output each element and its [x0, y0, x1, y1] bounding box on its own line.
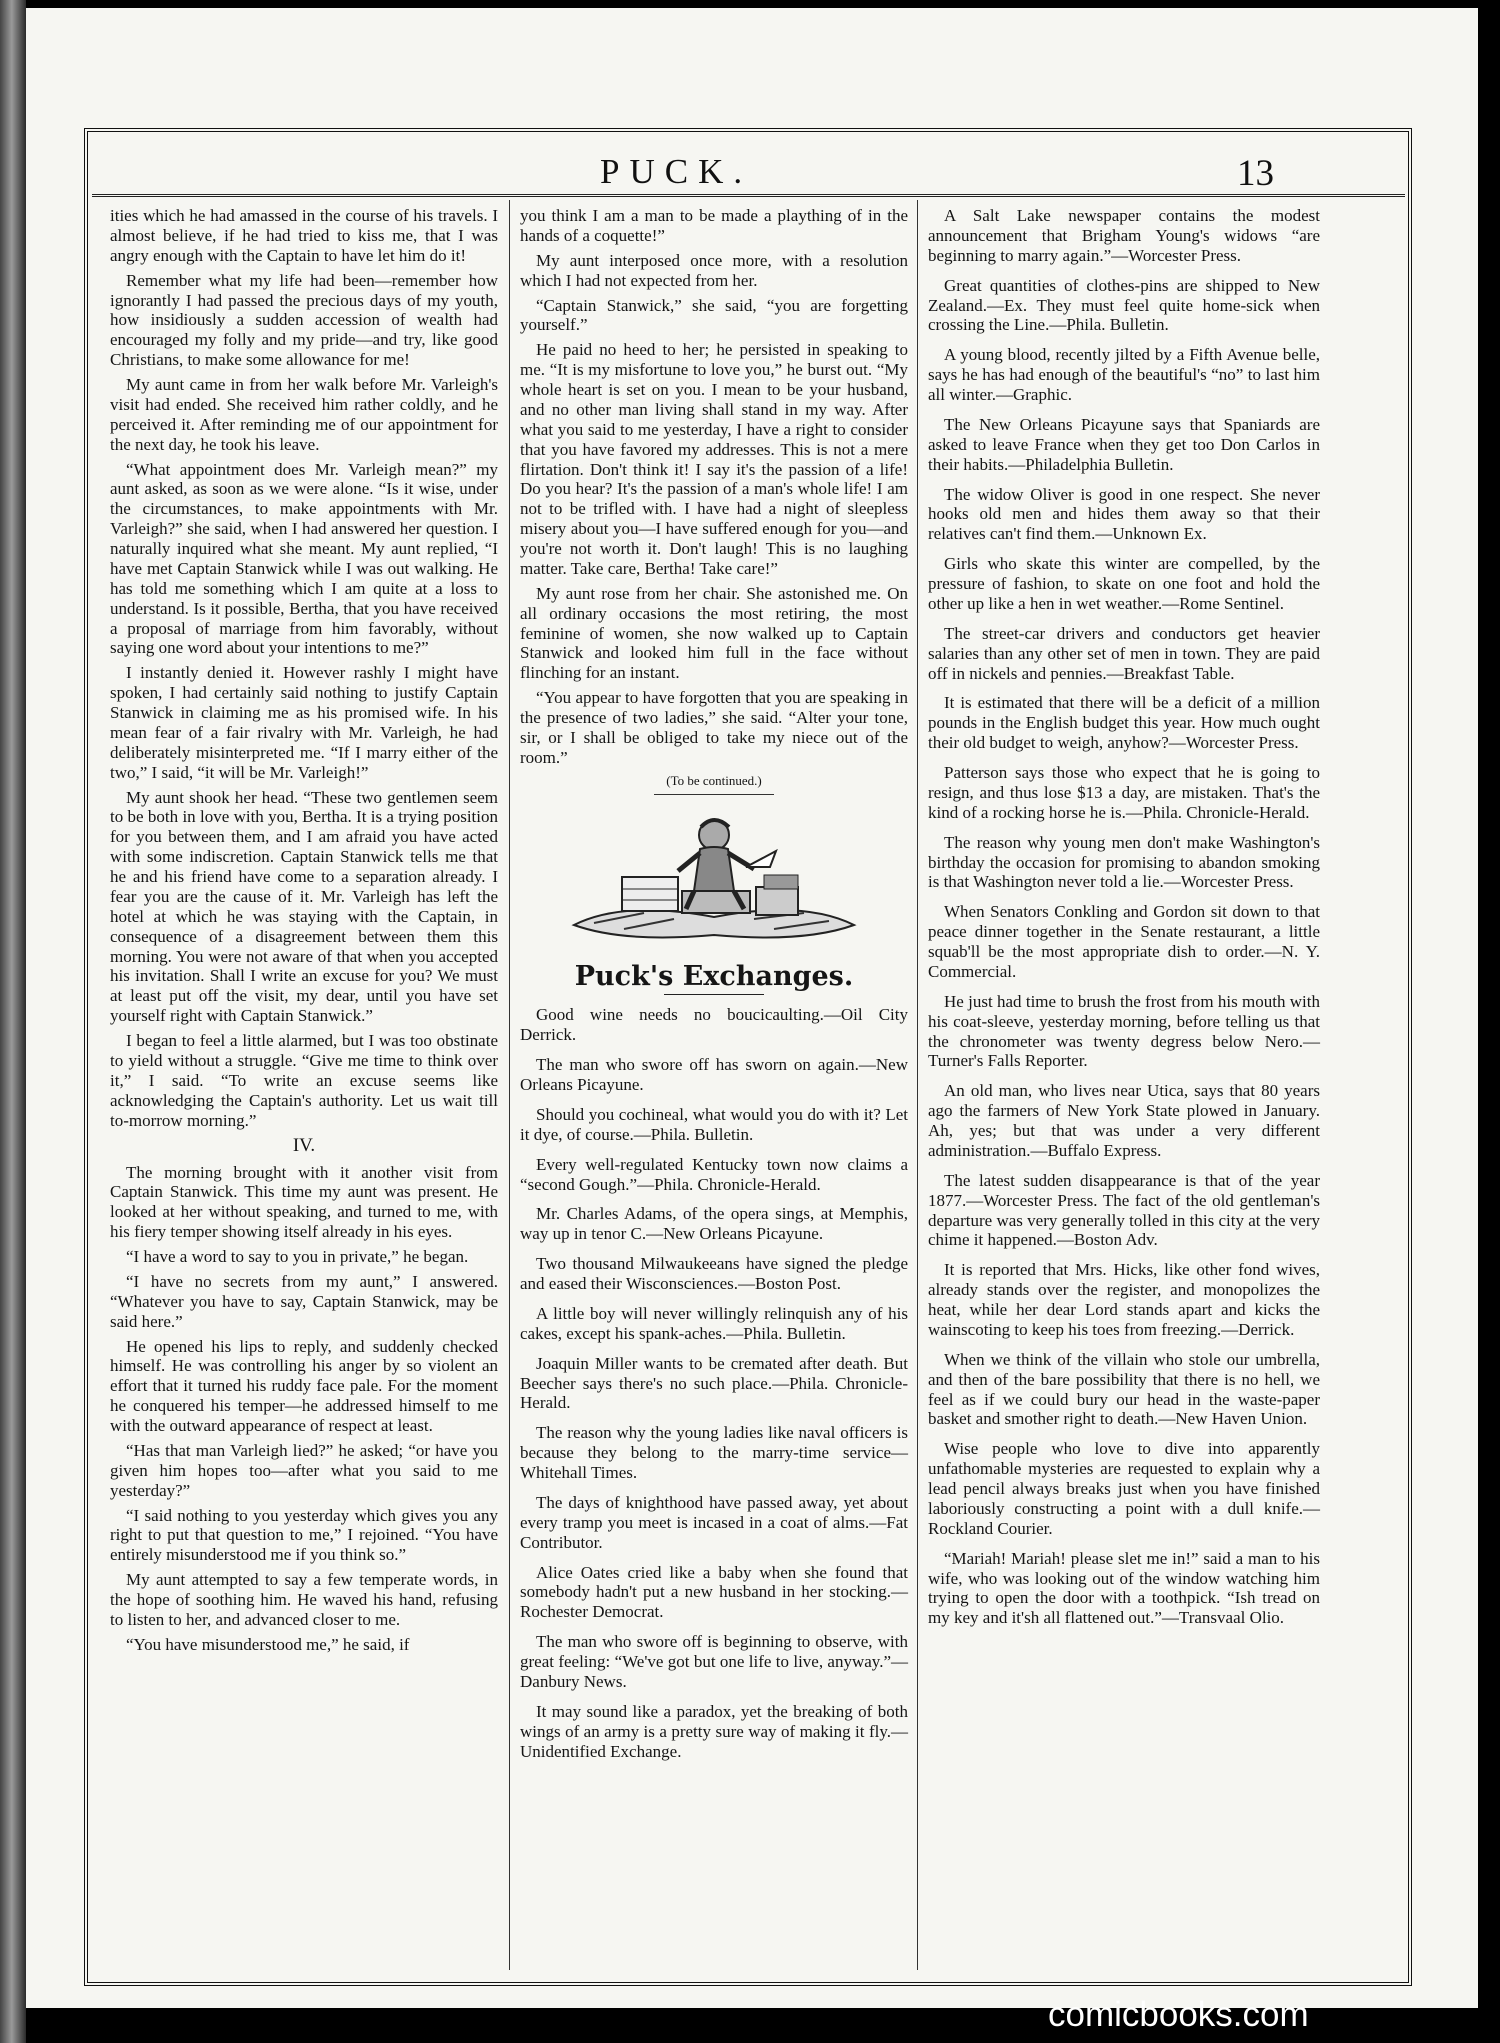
chapter-heading: IV. [292, 1135, 316, 1157]
story-column-1 [110, 206, 498, 1660]
paragraph: you think I am a man to be made a plaything of in the hands of a coquette!” [520, 206, 908, 245]
to-be-continued: (To be continued.) [666, 772, 762, 788]
exchange-item: It may sound like a paradox, yet the breaking of both wings of an army is a pretty sure way of making it fly.—Unidentified Exchange. [520, 1701, 908, 1761]
exchange-item: Patterson says those who expect that he is going to resign, and thus lose $13 a day, are mistaken. That's the kind of a rocking horse he is.—Phila. Chronicle-Herald. [928, 763, 1320, 822]
paragraph: I instantly denied it. However rashly I might have spoken, I had certainly said nothing to justify Captain Stanwick in claiming me as his promised wife. In his mean fear of a fair rivalry with Mr. Varleigh, he had deliberately misinterpreted me. “If I marry either of the two,” I said, “it will be Mr. Varleigh!” [110, 663, 498, 782]
paragraph: “Has that man Varleigh lied?” he asked; “or have you given him hopes too—after what you said to me yesterday?” [110, 1440, 498, 1500]
paragraph: My aunt shook her head. “These two gentlemen seem to be both in love with you, Bertha. It is a trying position for you between them, and I am afraid you have acted with some indiscretion. Captain Stanwick tells me that he and his friend have come to a separation already. I fear you are the cause of it. Mr. Varleigh has left the hotel at which he was staying with the Captain, in consequence of a disagreement between them this morning. You were not aware of that when you accepted his invitation. Shall I write an excuse for you? We must at least put off the visit, my dear, until you have set yourself right with Captain Stanwick.” [110, 787, 498, 1026]
exchanges-column-3 [928, 206, 1320, 1638]
exchange-item: Girls who skate this winter are compelled, by the pressure of fashion, to skate on one foot and hold the other up like a hen in wet weather.—Rome Sentinel. [928, 554, 1320, 613]
paragraph: “What appointment does Mr. Varleigh mean?” my aunt asked, as soon as we were alone. “Is it wise, under the circumstances, to make appointments with Mr. Varleigh?” she said, when I had answered her question. I naturally inquired what she meant. My aunt replied, “I have met Captain Stanwick while I was out walking. He has told me something which I am quite at a loss to understand. Is it possible, Bertha, that you have received a proposal of marriage from him favorably, without saying one word about your intentions to me?” [110, 459, 498, 658]
exchange-item: Every well-regulated Kentucky town now claims a “second Gough.”—Phila. Chronicle-Herald. [520, 1154, 908, 1194]
paragraph: My aunt interposed once more, with a resolution which I had not expected from her. [520, 250, 908, 290]
paragraph: “Captain Stanwick,” she said, “you are forgetting yourself.” [520, 295, 908, 335]
paragraph: “You have misunderstood me,” he said, if [126, 1634, 410, 1654]
paragraph: My aunt came in from her walk before Mr. Varleigh's visit had ended. She received him rather coldly, and he perceived it. After reminding me of our appointment for the next day, he took his leave. [110, 375, 498, 454]
exchange-item: Two thousand Milwaukeeans have signed the pledge and eased their Wisconsciences.—Boston Post. [520, 1254, 908, 1294]
paragraph: “You appear to have forgotten that you are speaking in the presence of two ladies,” she said. “Alter your tone, sir, or I shall be obliged to take my niece out of the room.” [520, 688, 908, 767]
cherub-vignette-illustration [564, 805, 864, 955]
paragraph: My aunt rose from her chair. She astonished me. On all ordinary occasions the most retiring, the most feminine of women, she now walked up to Captain Stanwick and looked him full in the face without flinching for an instant. [520, 583, 908, 683]
divider [664, 994, 764, 995]
book-binding [0, 0, 26, 2043]
exchange-item: It is reported that Mrs. Hicks, like other fond wives, already stands over the register, and monopolizes the heat, while her dear Lord stands apart and kicks the wainscoting to keep his toes from freezing.—Derrick. [928, 1260, 1320, 1339]
exchange-item: A Salt Lake newspaper contains the modest announcement that Brigham Young's widows “are beginning to marry again.”—Worcester Press. [928, 206, 1320, 265]
exchange-item: The reason why young men don't make Washington's birthday the occasion for promising to abandon smoking is that Washington never told a lie.—Worcester Press. [928, 832, 1320, 892]
exchange-item: The widow Oliver is good in one respect. She never hooks old men and hides them away so that their relatives can't find them.—Unknown Ex. [928, 484, 1320, 544]
paragraph: My aunt attempted to say a few temperate words, in the hope of soothing him. He waved his hand, refusing to listen to her, and advanced closer to me. [110, 1570, 498, 1629]
divider [654, 794, 774, 795]
masthead: PUCK. [600, 152, 753, 191]
exchange-item: The reason why the young ladies like naval officers is because they belong to the marry-time service—Whitehall Times. [520, 1423, 908, 1483]
exchange-item: The days of knighthood have passed away, yet about every tramp you meet is incased in a coat of alms.—Fat Contributor. [520, 1492, 908, 1552]
exchange-item: The man who swore off is beginning to observe, with great feeling: “We've got but one life to live, anyway.”—Danbury News. [520, 1632, 908, 1691]
paragraph: “I have a word to say to you in private,” he began. [126, 1247, 469, 1267]
section-title: Puck's Exchanges. [574, 960, 854, 992]
exchange-item: He just had time to brush the frost from his mouth with his coat-sleeve, yesterday morning, before telling us that the chronometer was twenty degress below Nero.—Turner's Falls Reporter. [928, 991, 1320, 1071]
exchange-item: Mr. Charles Adams, of the opera sings, at Memphis, way up in tenor C.—New Orleans Picayune. [520, 1204, 908, 1244]
exchange-item: When we think of the villain who stole our umbrella, and then of the bare possibility that there is no hell, we feel as if we could bury our head in the waste-paper basket and smother right to death.—New Haven Union. [928, 1349, 1320, 1429]
paragraph: ities which he had amassed in the course of his travels. I almost believe, if he had tried to kiss me, that I was angry enough with the Captain to have let him do it! [110, 206, 498, 265]
paragraph: “I have no secrets from my aunt,” I answered. “Whatever you have to say, Captain Stanwick, may be said here.” [110, 1271, 498, 1331]
paragraph: I began to feel a little alarmed, but I was too obstinate to yield without a struggle. “Give me time to think over it,” I said. “To write an excuse seems like acknowledging the Captain's authority. Let us wait till to-morrow morning.” [110, 1031, 498, 1130]
column-rule [509, 200, 510, 1970]
exchange-item: Great quantities of clothes-pins are shipped to New Zealand.—Ex. They must feel quite home-sick when crossing the Line.—Phila. Bulletin. [928, 275, 1320, 335]
exchange-item: “Mariah! Mariah! please slet me in!” said a man to his wife, who was looking out of the window watching him trying to open the door with a toothpick. “Ish tread on my key and it'sh all flattened out.”—Transvaal Olio. [928, 1548, 1320, 1628]
header-rule [92, 194, 1405, 197]
exchange-item: A little boy will never willingly relinquish any of his cakes, except his spank-aches.—Phila. Bulletin. [520, 1303, 908, 1343]
exchange-item: The New Orleans Picayune says that Spaniards are asked to leave France when they get too Don Carlos in their habits.—Philadelphia Bulletin. [928, 414, 1320, 474]
exchange-item: Joaquin Miller wants to be cremated after death. But Beecher says there's no such place.—Phila. Chronicle-Herald. [520, 1353, 908, 1413]
paragraph: He opened his lips to reply, and suddenly checked himself. He was controlling his anger by so violent an effort that it turned his ruddy face pale. For the moment he conquered his temper—he addressed himself to me with the outward appearance of respect at least. [110, 1336, 498, 1436]
watermark: comicbooks.com [1048, 1995, 1309, 2034]
column-rule [917, 200, 918, 1970]
exchange-item: Alice Oates cried like a baby when she found that somebody hadn't put a new husband in her stocking.—Rochester Democrat. [520, 1562, 908, 1622]
story-column-2 [520, 206, 908, 1771]
exchange-item: Good wine needs no boucicaulting.—Oil City Derrick. [520, 1005, 908, 1045]
exchange-item: A young blood, recently jilted by a Fifth Avenue belle, says he has had enough of the beautiful's “no” to last him all winter.—Graphic. [928, 345, 1320, 404]
exchange-item: Wise people who love to dive into apparently unfathomable mysteries are requested to explain why a lead pencil always breaks just when you have finished laboriously constructing a point with a dull knife.—Rockland Courier. [928, 1439, 1320, 1538]
paragraph: He paid no heed to her; he persisted in speaking to me. “It is my misfortune to love you,” he burst out. “My whole heart is set on you. I mean to be your husband, and no other man living shall stand in my way. After what you said to me yesterday, I have a right to consider that you have favored my addresses. This is not a mere flirtation. Don't think it! I say it's the passion of a life! Do you hear? It's the passion of a man's whole life! I am not to be trifled with. I have had a night of sleepless misery about you—I have suffered enough for you—and you're not worth it. Don't laugh! This is no laughing matter. Take care, Bertha! Take care!” [520, 340, 908, 578]
exchange-item: The latest sudden disappearance is that of the year 1877.—Worcester Press. The fact of the old gentleman's departure was very generally tolled in this city at the very chime it happened.—Boston Adv. [928, 1170, 1320, 1250]
paragraph: The morning brought with it another visit from Captain Stanwick. This time my aunt was present. He looked at her without speaking, and turned to me, with his fiery temper showing itself already in his eyes. [110, 1162, 498, 1242]
exchange-item: It is estimated that there will be a deficit of a million pounds in the English budget this year. How much ought their old budget to weigh, anyhow?—Worcester Press. [928, 693, 1320, 753]
exchange-item: When Senators Conkling and Gordon sit down to that peace dinner together in the Senate restaurant, a little squab'll be the most appropriate dish to order.—N. Y. Commercial. [928, 902, 1320, 981]
exchange-item: The street-car drivers and conductors get heavier salaries than any other set of men in town. They are paid off in nickels and pennies.—Breakfast Table. [928, 623, 1320, 683]
paragraph: “I said nothing to you yesterday which gives you any right to put that question to me,” I rejoined. “You have entirely misunderstood me if you think so.” [110, 1505, 498, 1565]
page-number: 13 [1237, 153, 1274, 194]
exchange-item: Should you cochineal, what would you do with it? Let it dye, of course.—Phila. Bulletin. [520, 1104, 908, 1144]
exchange-item: The man who swore off has sworn on again.—New Orleans Picayune. [520, 1055, 908, 1095]
exchange-item: An old man, who lives near Utica, says that 80 years ago the farmers of New York State plowed in January. Ah, yes; but that was under a very different administration.—Buffalo Express. [928, 1081, 1320, 1160]
paragraph: Remember what my life had been—remember how ignorantly I had passed the precious days of my youth, how insidiously a sudden accession of wealth had encouraged my folly and my pride—and try, like good Christians, to make some allowance for me! [110, 270, 498, 370]
